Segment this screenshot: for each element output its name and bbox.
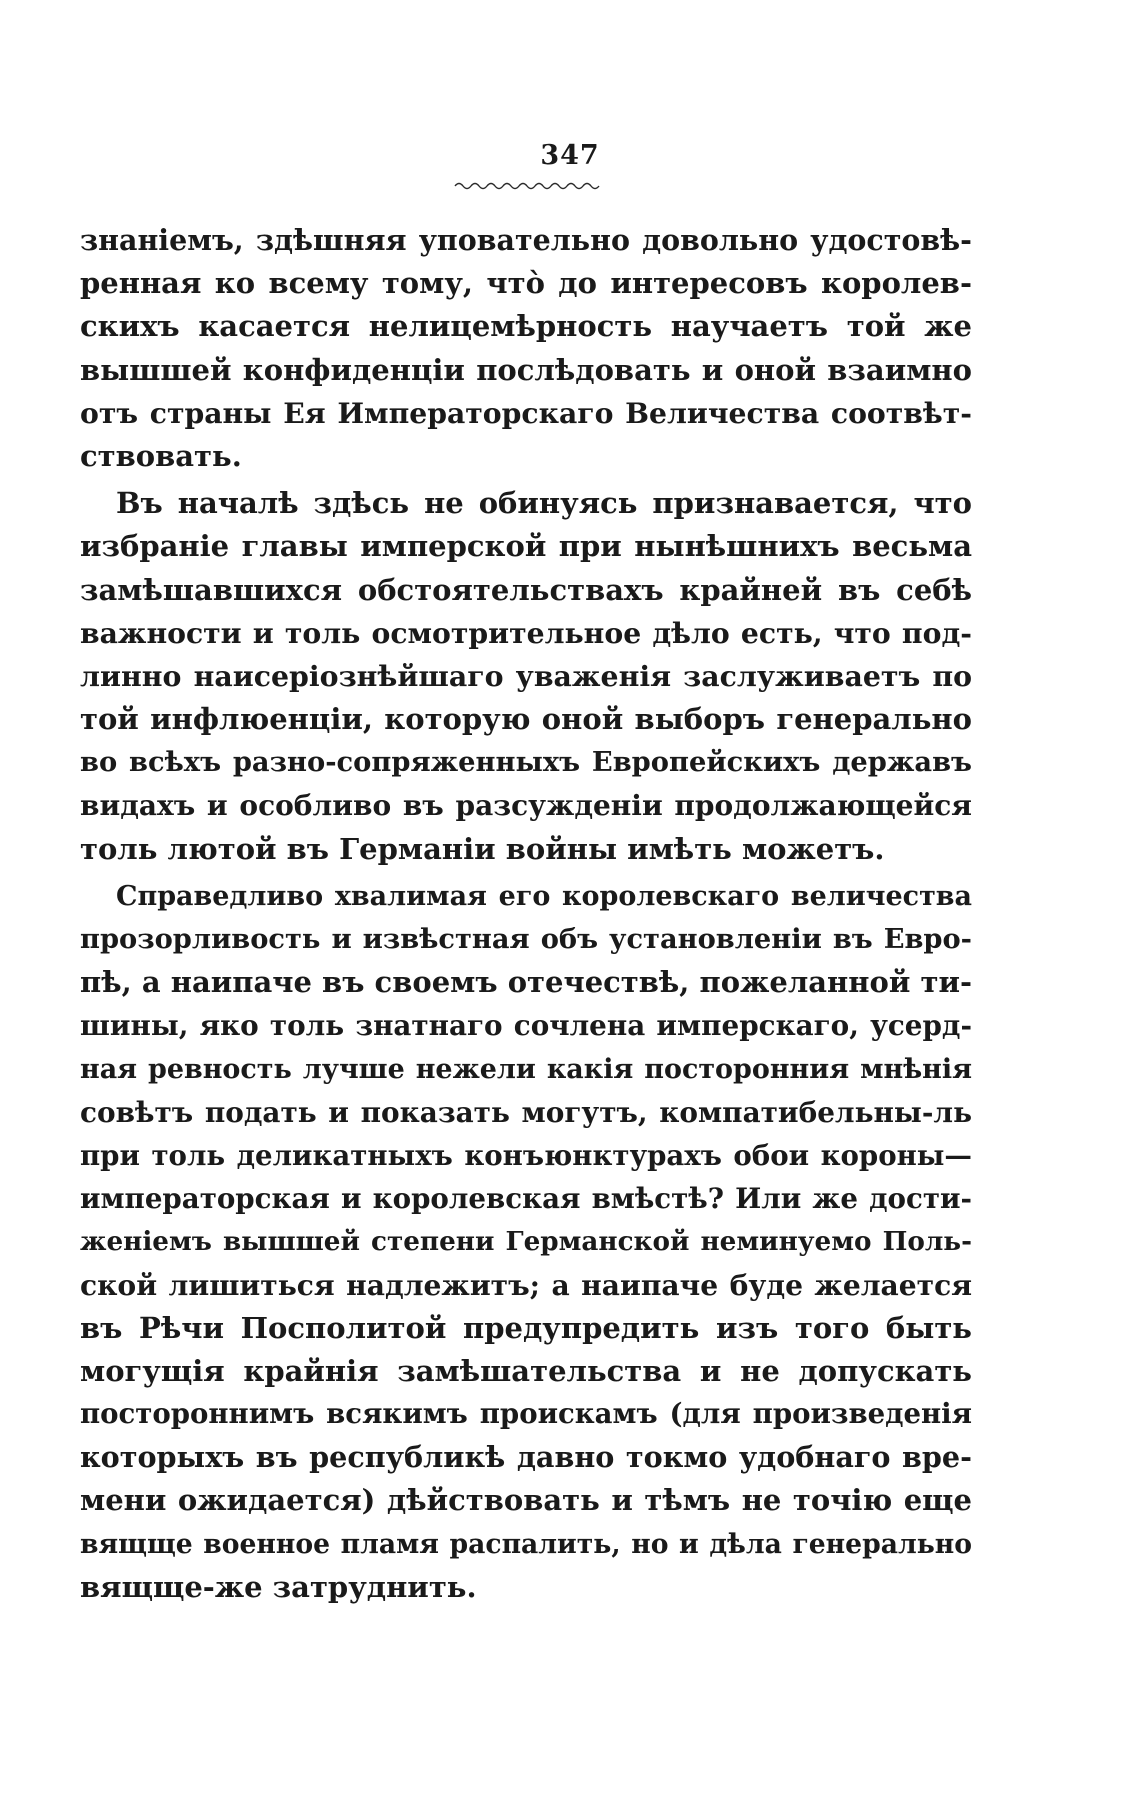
- text-line: въ Рѣчи Посполитой предупредить изъ того быть: [80, 1310, 972, 1345]
- text-line: важности и толь осмотрительное дѣло есть, что под-: [80, 615, 972, 650]
- text-line: ренная ко всему тому, что̀ до интересовъ королев-: [80, 266, 972, 301]
- text-line: видахъ и особливо въ разсужденіи продолжающейся: [80, 789, 972, 823]
- text-line: прозорливость и извѣстная объ установленіи въ Евро-: [80, 923, 972, 955]
- text-line: мени ожидается) дѣйствовать и тѣмъ не точію еще: [80, 1483, 972, 1518]
- text-line: при толь деликатныхъ конъюнктурахъ обои короны—: [80, 1138, 972, 1172]
- page-number: 347: [540, 140, 600, 171]
- text-line: женіемъ вышшей степени Германской неминуемо Поль-: [80, 1226, 972, 1258]
- text-line: отъ страны Ея Императорскаго Величества соотвѣт-: [80, 395, 972, 430]
- text-line: могущія крайнія замѣшательства и не допускать: [80, 1353, 972, 1388]
- text-line: пѣ, а наипаче въ своемъ отечествѣ, пожеланной ти-: [80, 965, 972, 1000]
- text-line: которыхъ въ республикѣ давно токмо удобнаго вре-: [80, 1440, 972, 1475]
- text-line: линно наисеріознѣйшаго уваженія заслуживаетъ по: [80, 658, 972, 693]
- paragraph: [80, 875, 972, 1609]
- paragraph: [80, 482, 972, 871]
- text-line: скихъ касается нелицемѣрность научаетъ той же: [80, 309, 972, 344]
- text-line: совѣтъ подать и показать могутъ, компатибельны-ль: [80, 1095, 972, 1129]
- text-line: Справедливо хвалимая его королевскаго величества: [116, 880, 972, 912]
- text-line: императорская и королевская вмѣстѣ? Или же дости-: [80, 1182, 972, 1216]
- text-line: вящще военное пламя распалить, но и дѣла генерально: [80, 1528, 972, 1560]
- text-line: ная ревность лучше нежели какія посторонния мнѣнія: [80, 1053, 972, 1085]
- text-line: постороннимъ всякимъ проискамъ (для произведенія: [80, 1398, 972, 1431]
- paragraph: [80, 219, 972, 478]
- text-line: вящще-же затруднить.: [80, 1569, 477, 1604]
- text-line: ствовать.: [80, 438, 242, 473]
- text-line: избраніе главы имперской при нынѣшнихъ весьма: [80, 529, 972, 564]
- text-line: знаніемъ, здѣшняя уповательно довольно удостовѣ-: [80, 223, 972, 257]
- text-line: шины, яко толь знатнаго сочлена имперскаго, усерд-: [80, 1009, 972, 1043]
- text-line: ской лишиться надлежитъ; а наипаче буде желается: [80, 1268, 972, 1302]
- body-text: [80, 219, 972, 1609]
- text-line: замѣшавшихся обстоятельствахъ крайней въ себѣ: [80, 572, 972, 607]
- text-line: Въ началѣ здѣсь не обинуясь признавается, что: [116, 486, 972, 521]
- text-line: во всѣхъ разно-сопряженныхъ Европейскихъ державъ: [80, 746, 972, 779]
- text-line: толь лютой въ Германіи войны имѣть можетъ.: [80, 831, 885, 866]
- text-line: вышшей конфиденціи послѣдовать и оной взаимно: [80, 352, 972, 387]
- text-line: той инфлюенціи, которую оной выборъ генерально: [80, 702, 972, 737]
- wavy-rule-ornament: [453, 180, 603, 192]
